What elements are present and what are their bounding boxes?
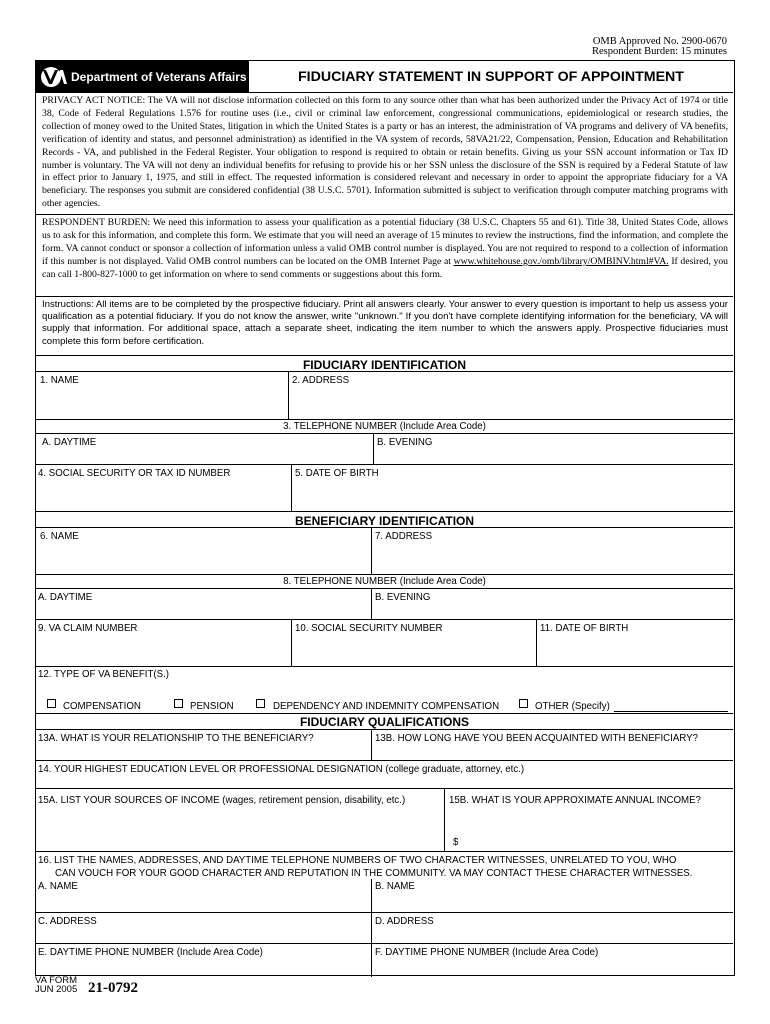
benefit-type-label: 12. TYPE OF VA BENEFIT(S.) <box>38 669 169 680</box>
q13a-label: 13A. WHAT IS YOUR RELATIONSHIP TO THE BENEFICIARY? <box>38 733 314 744</box>
section-beneficiary-identification: BENEFICIARY IDENTIFICATION <box>294 514 475 528</box>
divider <box>36 296 733 297</box>
divider <box>36 511 733 512</box>
q16-label-line1: 16. LIST THE NAMES, ADDRESSES, AND DAYTIME TELEPHONE NUMBERS OF TWO CHARACTER WITNESSES, UNRELATED TO YOU, WHO <box>38 855 677 866</box>
dependency-checkbox[interactable] <box>256 699 265 708</box>
fiduciary-ssn-label: 4. SOCIAL SECURITY OR TAX ID NUMBER <box>38 468 231 479</box>
witness-f-phone-label: F. DAYTIME PHONE NUMBER (Include Area Code) <box>375 947 599 958</box>
fiduciary-address-label: 2. ADDRESS <box>292 375 350 386</box>
divider <box>444 788 445 851</box>
divider <box>373 433 374 464</box>
divider <box>36 851 733 852</box>
omb-approved: OMB Approved No. 2900-0670 <box>592 36 727 47</box>
q16-label-line2: CAN VOUCH FOR YOUR GOOD CHARACTER AND REPUTATION IN THE COMMUNITY. VA MAY CONTACT THESE CHARACTER WITNESSES. <box>55 868 693 879</box>
dependency-label: DEPENDENCY AND INDEMNITY COMPENSATION <box>273 701 500 712</box>
beneficiary-dob-label: 11. DATE OF BIRTH <box>540 623 629 634</box>
beneficiary-daytime-label: A. DAYTIME <box>38 592 93 603</box>
beneficiary-name-label: 6. NAME <box>40 531 79 542</box>
burden-tail: If desired, you can call 1-800-827-1000 to get information on where to send comments or suggestions about this form. <box>42 255 729 280</box>
other-specify-field[interactable] <box>614 711 728 712</box>
form-frame <box>35 60 735 976</box>
divider <box>291 464 292 511</box>
divider <box>36 713 733 714</box>
divider <box>36 619 733 620</box>
compensation-label: COMPENSATION <box>63 701 141 712</box>
form-footer <box>35 976 77 994</box>
divider <box>371 588 372 619</box>
form-number: 21-0792 <box>88 980 138 996</box>
burden-text: RESPONDENT BURDEN: We need this information to assess your qualification as a potential fiduciary (38 U.S.C. Chapters 55 and 61). Title 38, United States Code, allows us to ask for this information, and complete this form. We estimate that you will need an average of 15 minutes to review the instructions, find the information, and complete the form. VA cannot conduct or sponsor a collection of information unless a valid OMB control number is displayed. You are not required to respond to a collection of information if this number is not displayed. Valid OMB control numbers can be located on the OMB Internet Page at <box>42 217 728 267</box>
omb-internet-link[interactable]: www.whitehouse.gov./omb/library/OMBINV.html#VA. <box>453 255 669 267</box>
pension-label: PENSION <box>190 701 234 712</box>
divider <box>36 912 733 913</box>
beneficiary-phone-label: 8. TELEPHONE NUMBER (Include Area Code) <box>283 576 486 587</box>
income-dollar-sign: $ <box>453 837 459 848</box>
department-name: Department of Veterans Affairs <box>71 69 247 84</box>
fiduciary-dob-label: 5. DATE OF BIRTH <box>295 468 379 479</box>
witness-c-address-label: C. ADDRESS <box>38 916 97 927</box>
compensation-checkbox[interactable] <box>47 699 56 708</box>
witness-e-phone-label: E. DAYTIME PHONE NUMBER (Include Area Code) <box>38 947 263 958</box>
fiduciary-evening-label: B. EVENING <box>377 437 433 448</box>
instructions: Instructions: All items are to be completed by the prospective fiduciary. Print all answers clearly. Your answer to every question is important to help us assess your qualification as a potential fiduciary. If you do not know the answer, write "unknown." If you don't have complete identifying information for the beneficiary, VA will supply that information. For additional space, attach a separate sheet, indicating the item number to which the answers apply. Prospective fiduciaries must complete this form before certification. <box>42 299 728 347</box>
footer-date: JUN 2005 <box>35 984 78 995</box>
q15b-label: 15B. WHAT IS YOUR APPROXIMATE ANNUAL INCOME? <box>449 795 701 806</box>
section-fiduciary-qualifications: FIDUCIARY QUALIFICATIONS <box>299 715 470 729</box>
q14-label: 14. YOUR HIGHEST EDUCATION LEVEL OR PROFESSIONAL DESIGNATION (college graduate, attorney, etc.) <box>38 764 525 775</box>
divider <box>36 574 733 575</box>
beneficiary-address-label: 7. ADDRESS <box>375 531 433 542</box>
respondent-burden-notice <box>42 217 728 282</box>
divider <box>36 464 733 465</box>
omb-info <box>592 37 727 57</box>
divider <box>36 355 733 356</box>
va-logo <box>36 61 248 92</box>
divider <box>36 588 733 589</box>
divider <box>36 419 733 420</box>
beneficiary-evening-label: B. EVENING <box>375 592 431 603</box>
divider <box>36 760 733 761</box>
divider <box>371 879 372 977</box>
beneficiary-ssn-label: 10. SOCIAL SECURITY NUMBER <box>295 623 443 634</box>
q15a-label: 15A. LIST YOUR SOURCES OF INCOME (wages, retirement pension, disability, etc.) <box>38 795 406 806</box>
divider <box>36 943 733 944</box>
other-label: OTHER (Specify) <box>535 701 610 712</box>
divider <box>536 619 537 666</box>
divider <box>36 527 733 528</box>
divider <box>371 729 372 760</box>
witness-b-name-label: B. NAME <box>375 881 415 892</box>
privacy-act-notice: PRIVACY ACT NOTICE: The VA will not disclose information collected on this form to any source other than what has been authorized under the Privacy Act of 1974 or title 38, Code of Federal Regulations 1.576 for routine uses (i.e., civil or criminal law enforcement, congressional communications, epidemiological or research studies, the collection of money owed to the United States, litigation in which the United States is a party or has an interest, the administration of VA programs and delivery of VA benefits, verification of identity and status, and personnel administration) as identified in the VA system of records, 58VA21/22, Compensation, Pension, Education and Rehabilitation Records - VA, and published in the Federal Register. Your obligation to respond is required to obtain or retain benefits. Giving us your SSN account information or Tax ID number is voluntary. The VA will not deny an individual benefits for refusing to provide his or her SSN unless the disclosure of the SSN is required by a Federal Statute of law in effect prior to January 1, 1975, and still in effect. The requested information is considered relevant and necessary in order to appoint the appropriate fiduciary for a VA beneficiary. The responses you submit are considered confidential (38 U.S.C. 5701). Information submitted is subject to verification through computer matching programs with other agencies. <box>42 95 728 210</box>
fiduciary-daytime-label: A. DAYTIME <box>42 437 97 448</box>
divider <box>371 527 372 574</box>
divider <box>36 729 733 730</box>
witness-a-name-label: A. NAME <box>38 881 78 892</box>
divider <box>36 666 733 667</box>
fiduciary-phone-label: 3. TELEPHONE NUMBER (Include Area Code) <box>283 421 486 432</box>
divider <box>36 788 733 789</box>
q13b-label: 13B. HOW LONG HAVE YOU BEEN ACQUAINTED WITH BENEFICIARY? <box>375 733 698 744</box>
fiduciary-name-label: 1. NAME <box>40 375 79 386</box>
section-fiduciary-identification: FIDUCIARY IDENTIFICATION <box>302 358 467 372</box>
va-seal-icon <box>40 66 68 88</box>
divider <box>291 619 292 666</box>
witness-d-address-label: D. ADDRESS <box>375 916 434 927</box>
footer-form-label: VA FORM <box>35 975 78 986</box>
other-checkbox[interactable] <box>519 699 528 708</box>
pension-checkbox[interactable] <box>174 699 183 708</box>
respondent-burden-time: Respondent Burden: 15 minutes <box>591 46 727 57</box>
va-claim-number-label: 9. VA CLAIM NUMBER <box>38 623 138 634</box>
form-header <box>36 61 733 93</box>
divider <box>36 433 733 434</box>
divider <box>288 371 289 419</box>
form-title: FIDUCIARY STATEMENT IN SUPPORT OF APPOINTMENT <box>248 61 733 92</box>
divider <box>36 214 733 215</box>
divider <box>36 371 733 372</box>
